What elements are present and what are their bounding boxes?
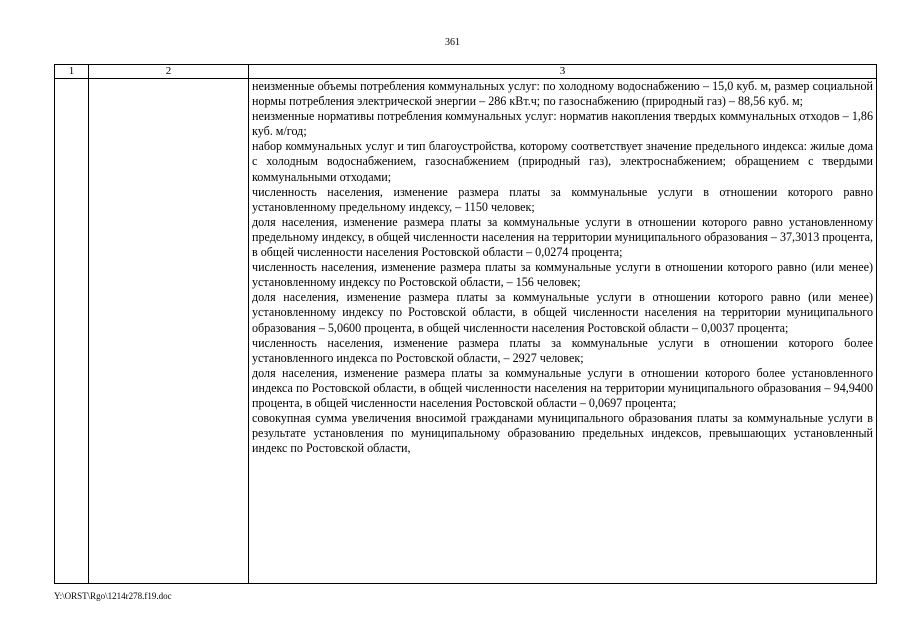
column-3-content (249, 79, 876, 583)
column-1-cell (55, 79, 89, 584)
document-table (54, 64, 877, 584)
footer-file-path: Y:\ORST\Rgo\1214r278.f19.doc (54, 591, 172, 601)
column-header-2: 2 (89, 65, 249, 79)
paragraph-total-increase: совокупная сумма увеличения вносимой гражданами муниципального образования платы за коммунальные услуги в результате установления по муниципальному образованию предельных индексов, превышающих установленный индекс по Ростовской области, (252, 411, 873, 456)
column-header-3: 3 (249, 65, 877, 79)
column-3-cell (249, 79, 877, 584)
paragraph-share-equal-limit: доля населения, изменение размера платы за коммунальные услуги в отношении которого равно установленному предельному индексу, в общей численности населения на территории муниципального образования – 37,3013 процента, в общей численности населения Ростовской области – 0,0274 процента; (252, 214, 873, 260)
paragraph-population-equal-limit: численность населения, изменение размера платы за коммунальные услуги в отношении которого равно установленному предельному индексу, – 1150 человек; (252, 184, 873, 214)
paragraph-service-set: набор коммунальных услуг и тип благоустройства, которому соответствует значение предельного индекса: жилые дома с холодным водоснабжением, газоснабжением (природный газ), электроснабжением; обращением с твердыми коммунальными отходами; (252, 139, 873, 184)
table-row (55, 79, 877, 584)
column-header-1: 1 (55, 65, 89, 79)
paragraph-population-above-regional: численность населения, изменение размера платы за коммунальные услуги в отношении которого более установленного индекса по Ростовской области, – 2927 человек; (252, 335, 873, 365)
column-2-cell (89, 79, 249, 584)
paragraph-share-above-regional: доля населения, изменение размера платы за коммунальные услуги в отношении которого более установленного индекса по Ростовской области, в общей численности населения на территории муниципального образования – 94,9400 процента, в общей численности населения Ростовской области – 0,0697 процента; (252, 365, 873, 410)
page-number: 361 (445, 37, 460, 48)
paragraph-waste-norms: неизменные нормативы потребления коммунальных услуг: норматив накопления твердых коммунальных отходов – 1,86 куб. м/год; (252, 109, 873, 139)
table-header-row (55, 65, 877, 79)
paragraph-population-equal-regional: численность населения, изменение размера платы за коммунальные услуги в отношении которого равно (или менее) установленному индексу по Ростовской области, – 156 человек; (252, 260, 873, 290)
paragraph-share-equal-regional: доля населения, изменение размера платы за коммунальные услуги в отношении которого равно (или менее) установленному индексу по Ростовской области, в общей численности населения на территории муниципального образования – 5,0600 процента, в общей численности населения Ростовской области – 0,0037 процента; (252, 290, 873, 335)
paragraph-water-gas-volumes: неизменные объемы потребления коммунальных услуг: по холодному водоснабжению – 15,0 куб. м, размер социальной нормы потребления электрической энергии – 286 кВт.ч; по газоснабжению (природный газ) – 88,56 куб. м; (252, 79, 873, 109)
